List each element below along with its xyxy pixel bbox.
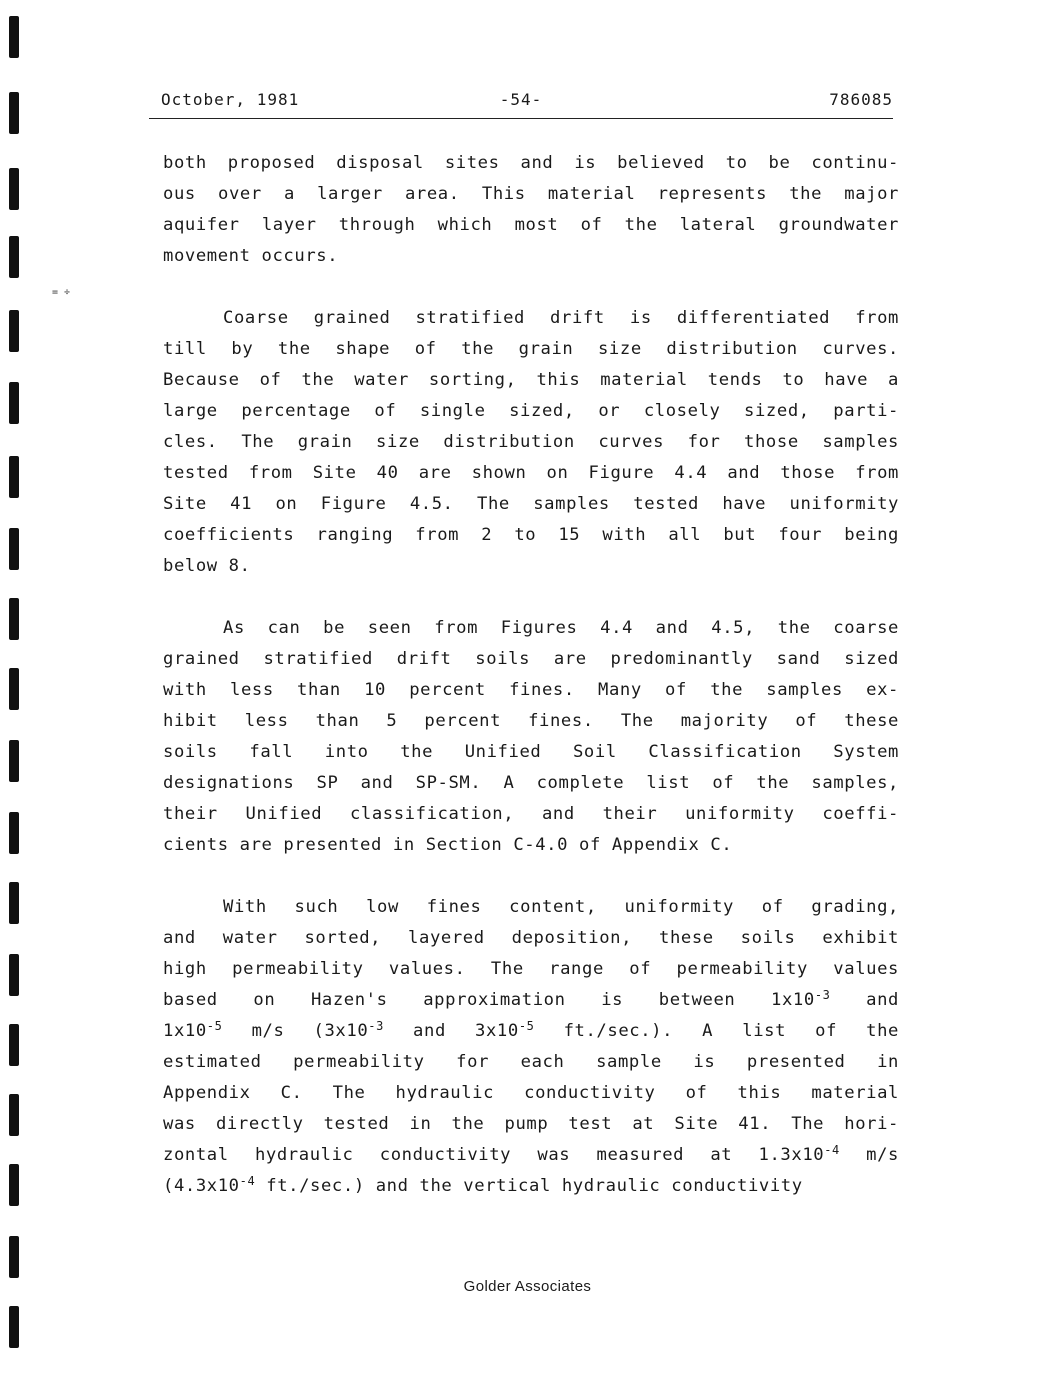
- margin-note: = ÷: [52, 287, 71, 298]
- text-line: [163, 1016, 899, 1047]
- text-line: With such low fines content, uniformity of grading,: [223, 897, 899, 917]
- text-segment: based on Hazen's approximation is between 1x10: [163, 990, 815, 1010]
- text-line: movement occurs.: [163, 246, 339, 266]
- text-line: high permeability values. The range of permeability values: [163, 959, 899, 979]
- binder-hole-mark: [9, 1236, 19, 1278]
- exponent: -3: [814, 988, 831, 1002]
- text-segment: (4.3x10: [163, 1176, 240, 1196]
- text-line: till by the shape of the grain size distribution curves.: [163, 339, 899, 359]
- binder-hole-mark: [9, 1164, 19, 1206]
- text-line: [163, 1171, 899, 1202]
- text-line: coefficients ranging from 2 to 15 with all but four being: [163, 525, 899, 545]
- exponent: -5: [206, 1019, 223, 1033]
- binder-hole-mark: [9, 16, 19, 58]
- binder-hole-mark: [9, 310, 19, 352]
- text-segment: and: [830, 990, 899, 1010]
- text-line: Because of the water sorting, this material tends to have a: [163, 370, 899, 390]
- exponent: -5: [518, 1019, 535, 1033]
- header-date: October, 1981: [161, 90, 300, 109]
- text-segment: and 3x10: [383, 1021, 519, 1041]
- binder-hole-mark: [9, 882, 19, 924]
- exponent: -3: [368, 1019, 384, 1033]
- binder-hole-mark: [9, 598, 19, 640]
- binder-hole-mark: [9, 1024, 19, 1066]
- text-line: their Unified classification, and their uniformity coeffi-: [163, 804, 899, 824]
- header-page-number: -54-: [499, 90, 543, 109]
- page-header: [149, 90, 893, 119]
- text-line: and water sorted, layered deposition, these soils exhibit: [163, 928, 899, 948]
- exponent: -4: [824, 1143, 840, 1157]
- text-line: estimated permeability for each sample is presented in: [163, 1052, 899, 1072]
- binder-hole-mark: [9, 1094, 19, 1136]
- text-line: below 8.: [163, 556, 251, 576]
- binder-hole-mark: [9, 236, 19, 278]
- binder-hole-mark: [9, 382, 19, 424]
- text-segment: zontal hydraulic conductivity was measured at 1.3x10: [163, 1145, 825, 1165]
- text-line: aquifer layer through which most of the lateral groundwater: [163, 215, 899, 235]
- text-segment: m/s (3x10: [222, 1021, 369, 1041]
- binder-hole-mark: [9, 954, 19, 996]
- page-footer: Golder Associates: [463, 1278, 592, 1295]
- binder-hole-mark: [9, 92, 19, 134]
- binder-hole-mark: [9, 812, 19, 854]
- header-doc-number: 786085: [829, 90, 893, 109]
- binder-hole-mark: [9, 668, 19, 710]
- text-line: [163, 1140, 899, 1171]
- text-line: [163, 985, 899, 1016]
- text-line: cients are presented in Section C-4.0 of Appendix C.: [163, 835, 733, 855]
- text-line: tested from Site 40 are shown on Figure 4.4 and those from: [163, 463, 899, 483]
- exponent: -4: [239, 1174, 256, 1188]
- text-segment: 1x10: [163, 1021, 207, 1041]
- text-line: soils fall into the Unified Soil Classification System: [163, 742, 899, 762]
- text-line: was directly tested in the pump test at Site 41. The hori-: [163, 1114, 899, 1134]
- binder-hole-mark: [9, 528, 19, 570]
- text-line: large percentage of single sized, or closely sized, parti-: [163, 401, 899, 421]
- text-segment: ft./sec.) and the vertical hydraulic conductivity: [255, 1176, 803, 1196]
- body-text: [163, 148, 899, 1202]
- text-line: with less than 10 percent fines. Many of the samples ex-: [163, 680, 899, 700]
- binder-hole-mark: [9, 456, 19, 498]
- text-line: designations SP and SP-SM. A complete list of the samples,: [163, 773, 899, 793]
- text-line: ous over a larger area. This material represents the major: [163, 184, 899, 204]
- text-segment: ft./sec.). A list of the: [534, 1021, 900, 1041]
- text-line: Site 41 on Figure 4.5. The samples tested have uniformity: [163, 494, 899, 514]
- text-line: grained stratified drift soils are predominantly sand sized: [163, 649, 899, 669]
- text-line: Appendix C. The hydraulic conductivity of this material: [163, 1083, 899, 1103]
- text-line: both proposed disposal sites and is believed to be continu-: [163, 153, 899, 173]
- text-line: cles. The grain size distribution curves for those samples: [163, 432, 899, 452]
- text-segment: m/s: [839, 1145, 899, 1165]
- text-line: Coarse grained stratified drift is differentiated from: [223, 308, 899, 328]
- binder-hole-mark: [9, 168, 19, 210]
- text-line: hibit less than 5 percent fines. The majority of these: [163, 711, 899, 731]
- text-line: As can be seen from Figures 4.4 and 4.5, the coarse: [223, 618, 899, 638]
- binder-hole-mark: [9, 1306, 19, 1348]
- binder-hole-mark: [9, 740, 19, 782]
